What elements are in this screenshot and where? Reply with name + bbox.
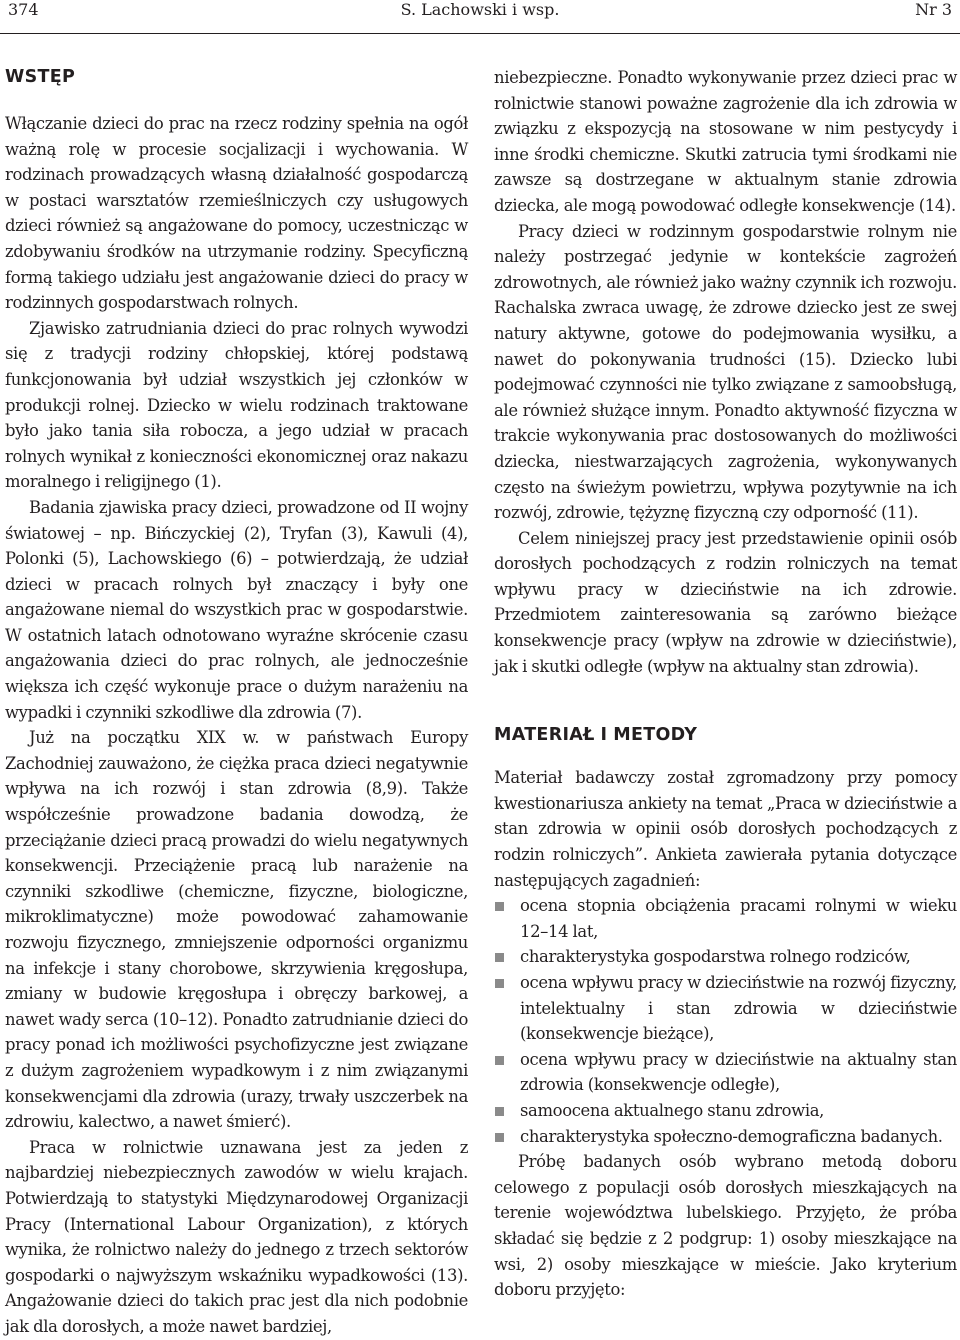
- right-column: [494, 65, 957, 1303]
- list-item-text: ocena stopnia obciążenia pracami rolnymi w wieku 12–14 lat,: [520, 896, 957, 941]
- methods-intro-paragraph: Materiał badawczy został zgromadzony przy pomocy kwestionariusza ankiety na temat „Praca w dzieciństwie a stan zdrowia w opinii osób dorosłych pochodzących z rodzin rolniczych”. Ankieta zawierała pytania dotyczące następujących zagadnień:: [494, 768, 957, 890]
- bullet-list: [494, 893, 957, 1149]
- paragraph: Próbę badanych osób wybrano metodą doboru celowego z populacji osób dorosłych mieszkających na terenie województwa lubelskiego. Przyjęto, że próba składać się będzie z 2 podgrup: 1) osoby mieszkające na wsi, 2) osoby mieszkające w mieście. Jako kryterium doboru przyjęto:: [494, 1152, 957, 1300]
- section-heading-wstep: WSTĘP: [5, 67, 76, 87]
- list-item-text: ocena wpływu pracy w dzieciństwie na aktualny stan zdrowia (konsekwencje odległe),: [520, 1049, 957, 1095]
- paragraph: Zjawisko zatrudniania dzieci do prac rolnych wywodzi się z tradycji rodziny chłopskiej, której podstawą funkcjonowania był udział wszystkich jej członków w produkcji rolnej. Dziecko w wielu rodzinach traktowane było jako tania siła robocza, a jego udział w pracach rolnych wynikał z konieczności ekonomicznej oraz nakazu moralnego i religijnego (1).: [5, 318, 468, 492]
- square-bullet-icon: [495, 1107, 504, 1116]
- list-item: [494, 1047, 957, 1098]
- paragraph: Pracy dzieci w rodzinnym gospodarstwie rolnym nie należy postrzegać jedynie w kontekście zagrożeń zdrowotnych, ale również jako ważny czynnik ich rozwoju. Rachalska zwraca uwagę, że zdrowe dziecko jest ze swej natury aktywne, gotowe do podejmowania wysiłku, a nawet do pokonywania trudności (15). Dziecko lubi podejmować czynności nie tylko związane z samoobsługą, ale również służące innym. Ponadto aktywność fizyczna w trakcie wykonywania prac dostosowanych do możliwości dziecka, niestwarzających zagrożenia, wykonywanych często na świeżym powietrzu, wpływa pozytywnie na ich rozwój, zdrowie, tężyznę fizyczną czy odporność (11).: [494, 221, 957, 523]
- section-heading-material-i-metody: MATERIAŁ I METODY: [494, 725, 698, 746]
- square-bullet-icon: [495, 902, 504, 911]
- square-bullet-icon: [495, 1133, 504, 1142]
- list-item: [494, 970, 957, 1047]
- left-column: [5, 65, 468, 1340]
- running-title-authors: S. Lachowski i wsp.: [400, 0, 560, 19]
- list-item-text: ocena wpływu pracy w dzieciństwie na rozwój fizyczny, intelektualny i stan zdrowia w dzieciństwie (konsekwencje bieżące),: [520, 973, 957, 1044]
- list-item: [494, 944, 957, 970]
- paragraph: niebezpieczne. Ponadto wykonywanie przez dzieci prac w rolnictwie stanowi poważne zagrożenie dla ich zdrowia w związku z ekspozycją na stosowane w nim pestycydy i inne środki chemiczne. Skutki zatrucia tymi środkami nie zawsze są dostrzegane w aktualnym stanie zdrowia dziecka, ale mogą powodować odległe konsekwencje (14).: [494, 68, 957, 215]
- paragraph: Praca w rolnictwie uznawana jest za jeden z najbardziej niebezpiecznych zawodów w wielu krajach. Potwierdzają to statystyki Międzynarodowej Organizacji Pracy (International Labour Organization), z których wynika, że rolnictwo należy do jednego z trzech sektorów gospodarki o najwyższym wskaźniku wypadkowości (13). Angażowanie dzieci do takich prac jest dla nich podobnie jak dla dorosłych, a może nawet bardziej,: [5, 1137, 468, 1336]
- square-bullet-icon: [495, 1056, 504, 1065]
- issue-number: Nr 3: [915, 0, 952, 19]
- paragraph: Celem niniejszej pracy jest przedstawienie opinii osób dorosłych pochodzących z rodzin rolniczych na temat wpływu pracy w dzieciństwie na ich zdrowie. Przedmiotem zainteresowania są zarówno bieżące konsekwencje pracy (wpływ na zdrowie w dzieciństwie), jak i skutki odległe (wpływ na aktualny stan zdrowia).: [494, 528, 957, 676]
- list-item: [494, 893, 957, 944]
- paragraph: Badania zjawiska pracy dzieci, prowadzone od II wojny światowej – np. Bińczyckiej (2), Tryfan (3), Kawuli (4), Polonki (5), Lachowskiego (6) – potwierdzają, że udział dzieci w pracach rolnych był znaczący i były one angażowane niemal do wszystkich prac w gospodarstwie. W ostatnich latach odnotowano wyraźne skrócenie czasu angażowania dzieci do prac rolnych, ale jednocześnie większa ich część wykonuje prace o dużym narażeniu na wypadki i czynniki szkodliwe dla zdrowia (7).: [5, 497, 468, 722]
- list-item-text: samoocena aktualnego stanu zdrowia,: [520, 1100, 824, 1120]
- paragraph: Włączanie dzieci do prac na rzecz rodziny spełnia na ogół ważną rolę w procesie socjalizacji i wychowania. W rodzinach prowadzących własną działalność gospodarczą w postaci warsztatów rzemieślniczych czy usługowych dzieci również są angażowane do pomocy, uczestnicząc w zdobywaniu środków na utrzymanie rodziny. Specyficzną formą takiego udziału jest angażowanie dzieci do pracy w rodzinnych gospodarstwach rolnych.: [5, 114, 468, 313]
- running-header: [0, 0, 960, 36]
- square-bullet-icon: [495, 953, 504, 962]
- list-item-text: charakterystyka gospodarstwa rolnego rodziców,: [520, 947, 911, 967]
- square-bullet-icon: [495, 979, 504, 988]
- page-number: 374: [8, 0, 39, 19]
- paragraph: Już na początku XIX w. w państwach Europy Zachodniej zauważono, że ciężka praca dzieci negatywnie wpływa na ich rozwój i stan zdrowia (8,9). Także współcześnie prowadzone badania dowodzą, że przeciążanie dzieci pracą prowadzi do wielu negatywnych konsekwencji. Przeciążenie pracą lub narażenie na czynniki szkodliwe (chemiczne, fizyczne, biologiczne, mikroklimatyczne) może powodować zahamowanie rozwoju fizycznego, zmniejszenie odporności organizmu na infekcje i stany chorobowe, skrzywienia kręgosłupa, zmiany w budowie kręgosłupa i obręczy barkowej, a nawet wady serca (10–12). Ponadto zatrudnianie dzieci do pracy ponad ich możliwości psychofizyczne jest związane z dużym zagrożeniem wypadkowym i z nim związanymi konsekwencjami dla zdrowia (urazy, trwały uszczerbek na zdrowiu, kalectwo, a nawet śmierć).: [5, 728, 468, 1132]
- list-item-text: charakterystyka społeczno-demograficzna badanych.: [520, 1126, 943, 1146]
- list-item: [494, 1124, 957, 1150]
- header-rule: [0, 33, 960, 34]
- list-item: [494, 1098, 957, 1124]
